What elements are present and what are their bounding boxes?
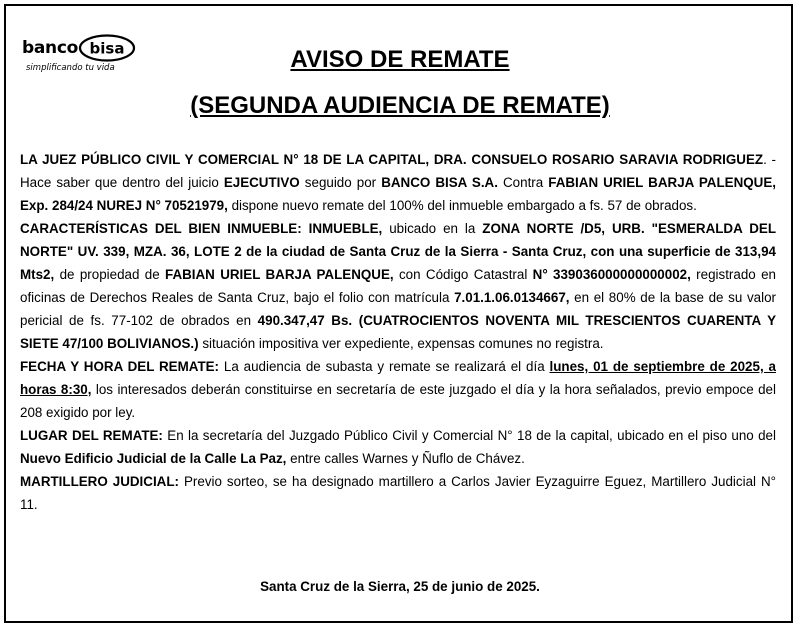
page-subtitle: (SEGUNDA AUDIENCIA DE REMATE) bbox=[190, 92, 610, 119]
paragraph-property bbox=[20, 217, 776, 355]
text-run: Previo sorteo, se ha designado martillero a Carlos Javier Eyzaguirre Eguez, Martillero Judicial N° 11. bbox=[20, 474, 777, 512]
auctioneer-heading: MARTILLERO JUDICIAL: bbox=[20, 474, 179, 489]
text-run: entre calles Warnes y Ñuflo de Chávez. bbox=[286, 451, 525, 466]
property-owner: FABIAN URIEL BARJA PALENQUE, bbox=[165, 267, 394, 282]
text-run: registrado en oficinas de Derechos Reales de Santa Cruz, bajo el folio con matrícula bbox=[20, 267, 776, 305]
place-date: Santa Cruz de la Sierra, 25 de junio de 2025. bbox=[260, 579, 540, 594]
text-run: con Código Catastral bbox=[393, 267, 533, 282]
building-name: Nuevo Edificio Judicial de la Calle La Paz, bbox=[20, 451, 287, 466]
text-run: de propiedad de bbox=[54, 267, 166, 282]
date-heading: FECHA Y HORA DEL REMATE: bbox=[20, 359, 220, 374]
text-run: en el 80% de la base de su valor pericial de fs. 77-102 de obrados en bbox=[20, 290, 776, 328]
logo-tagline: simplificando tu vida bbox=[26, 63, 115, 73]
property-location: ZONA NORTE /D5, URB. "ESMERALDA DEL NORTE" UV. 339, MZA. 36, LOTE 2 de la ciudad de Santa Cruz de la Sierra - Santa Cruz, con una superficie de 313,94 Mts2, bbox=[20, 221, 776, 282]
logo-badge-text: bisa bbox=[89, 39, 125, 58]
text-run: seguido por bbox=[299, 175, 382, 190]
notice-body bbox=[20, 148, 776, 516]
paragraph-location bbox=[20, 424, 776, 470]
logo-word: banco bbox=[22, 38, 78, 58]
paragraph-date bbox=[20, 355, 776, 424]
plaintiff: BANCO BISA S.A. bbox=[381, 175, 498, 190]
base-price: 490.347,47 Bs. (CUATROCIENTOS NOVENTA MIL TRESCIENTOS CUARENTA Y SIETE 47/100 BOLIVIANOS.) bbox=[20, 313, 776, 351]
page-title: AVISO DE REMATE bbox=[290, 46, 510, 73]
judge-name: LA JUEZ PÚBLICO CIVIL Y COMERCIAL N° 18 DE LA CAPITAL, DRA. CONSUELO ROSARIO SARAVIA RODRIGUEZ bbox=[20, 152, 764, 167]
text-run: dispone nuevo remate del 100% del inmueble embargado a fs. 57 de obrados. bbox=[227, 198, 697, 213]
registry-number: 7.01.1.06.0134667, bbox=[454, 290, 570, 305]
paragraph-judge bbox=[20, 148, 776, 217]
text-run: Contra bbox=[497, 175, 549, 190]
text-run: ubicado en la bbox=[382, 221, 483, 236]
text-run: La audiencia de subasta y remate se realizará el día bbox=[219, 359, 550, 374]
text-run: En la secretaría del Juzgado Público Civil y Comercial N° 18 de la capital, ubicado en el piso uno del bbox=[162, 428, 776, 443]
text-run: situación impositiva ver expediente, expensas comunes no registra. bbox=[198, 336, 604, 351]
text-run: . - Hace saber que dentro del juicio bbox=[20, 152, 776, 190]
auction-date: lunes, 01 de septiembre de 2025, a horas 8:30, bbox=[20, 359, 776, 397]
cadastral-code: N° 339036000000000002, bbox=[532, 267, 691, 282]
location-heading: LUGAR DEL REMATE: bbox=[20, 428, 163, 443]
case-type: EJECUTIVO bbox=[223, 175, 300, 190]
text-run: los interesados deberán constituirse en secretaría de este juzgado el día y la hora señalados, previo empoce del 208 exigido por ley. bbox=[20, 382, 776, 420]
defendant-case-number: FABIAN URIEL BARJA PALENQUE, Exp. 284/24 NUREJ N° 70521979, bbox=[20, 175, 776, 213]
paragraph-auctioneer bbox=[20, 470, 776, 516]
property-heading: CARACTERÍSTICAS DEL BIEN INMUEBLE: INMUEBLE, bbox=[20, 221, 383, 236]
